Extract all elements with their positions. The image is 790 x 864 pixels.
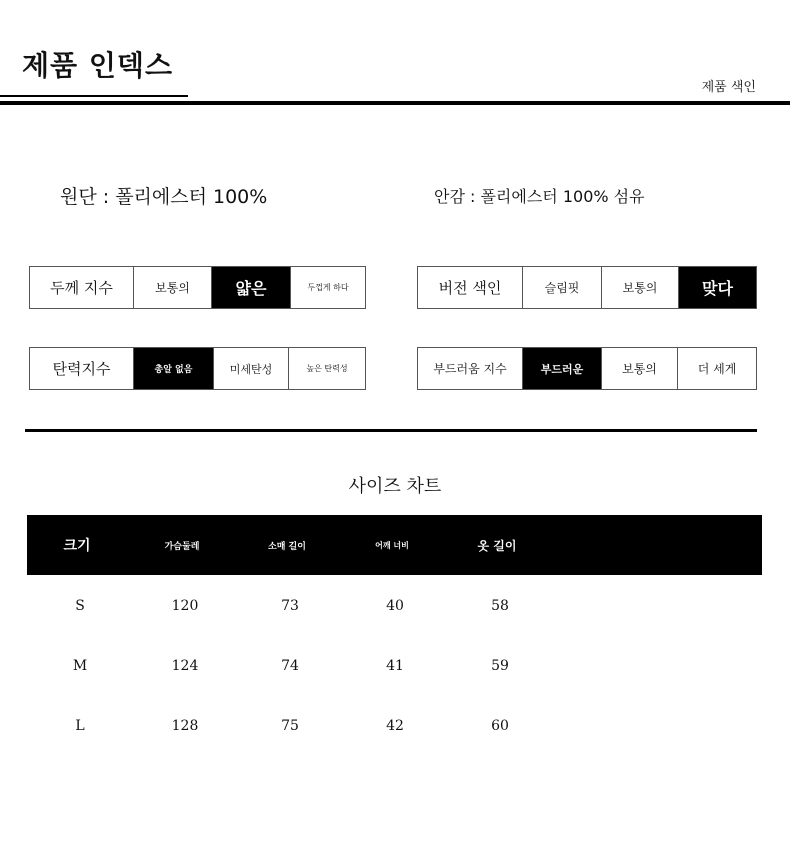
thickness-option-thick: 두껍게 하다: [290, 267, 365, 308]
length-cell: 60: [491, 718, 509, 734]
size-cell: M: [72, 658, 88, 674]
chest-cell: 128: [171, 718, 199, 734]
version-index: [417, 266, 757, 309]
softness-option-harder: 더 세게: [677, 348, 756, 389]
softness-index-label: 부드러움 지수: [433, 362, 507, 376]
column-header-chest: 가슴둘레: [164, 541, 200, 552]
sleeve-cell: 75: [281, 718, 299, 734]
shoulder-cell: 40: [386, 598, 404, 614]
elasticity-option-none: 총알 없음: [133, 348, 213, 389]
size-chart-title: 사이즈 차트: [348, 476, 442, 497]
length-cell: 59: [491, 658, 509, 674]
column-header-size: 크기: [63, 538, 91, 554]
elasticity-option-high: 높은 탄력성: [288, 348, 365, 389]
sleeve-cell: 74: [281, 658, 299, 674]
elasticity-index-label: 탄력지수: [52, 360, 111, 378]
column-header-length: 옷 길이: [477, 538, 517, 553]
shoulder-cell: 42: [386, 718, 404, 734]
page-subtitle: 제품 색인: [701, 80, 756, 95]
elasticity-option-slight: 미세탄성: [213, 348, 288, 389]
sleeve-cell: 73: [281, 598, 299, 614]
thickness-index-label: 두께 지수: [50, 279, 113, 297]
column-header-sleeve: 소매 길이: [268, 541, 306, 552]
softness-option-soft: 부드러운: [522, 348, 601, 389]
thickness-index: [29, 266, 366, 309]
version-index-label: 버전 색인: [438, 279, 502, 297]
version-option-slim: 슬림핏: [522, 267, 601, 308]
version-option-fit: 맞다: [678, 267, 756, 308]
elasticity-index: [29, 347, 366, 390]
size-cell: L: [75, 718, 85, 734]
version-option-normal: 보통의: [601, 267, 678, 308]
length-cell: 58: [491, 598, 509, 614]
thickness-option-thin: 얇은: [211, 267, 290, 308]
page-title: 제품 인덱스: [22, 49, 173, 82]
lining-material: 안감 : 폴리에스터 100% 섬유: [434, 187, 645, 206]
thickness-option-normal: 보통의: [133, 267, 211, 308]
size-table-header: [27, 515, 762, 575]
softness-option-normal: 보통의: [601, 348, 677, 389]
title-underline: [0, 95, 188, 97]
softness-index: [417, 347, 757, 390]
chest-cell: 120: [171, 598, 199, 614]
header-divider: [0, 101, 790, 105]
section-divider: [25, 429, 757, 432]
column-header-shoulder: 어깨 너비: [375, 540, 409, 550]
chest-cell: 124: [171, 658, 199, 674]
fabric-material: 원단 : 폴리에스터 100%: [60, 186, 268, 208]
size-cell: S: [75, 598, 85, 614]
shoulder-cell: 41: [386, 658, 404, 674]
